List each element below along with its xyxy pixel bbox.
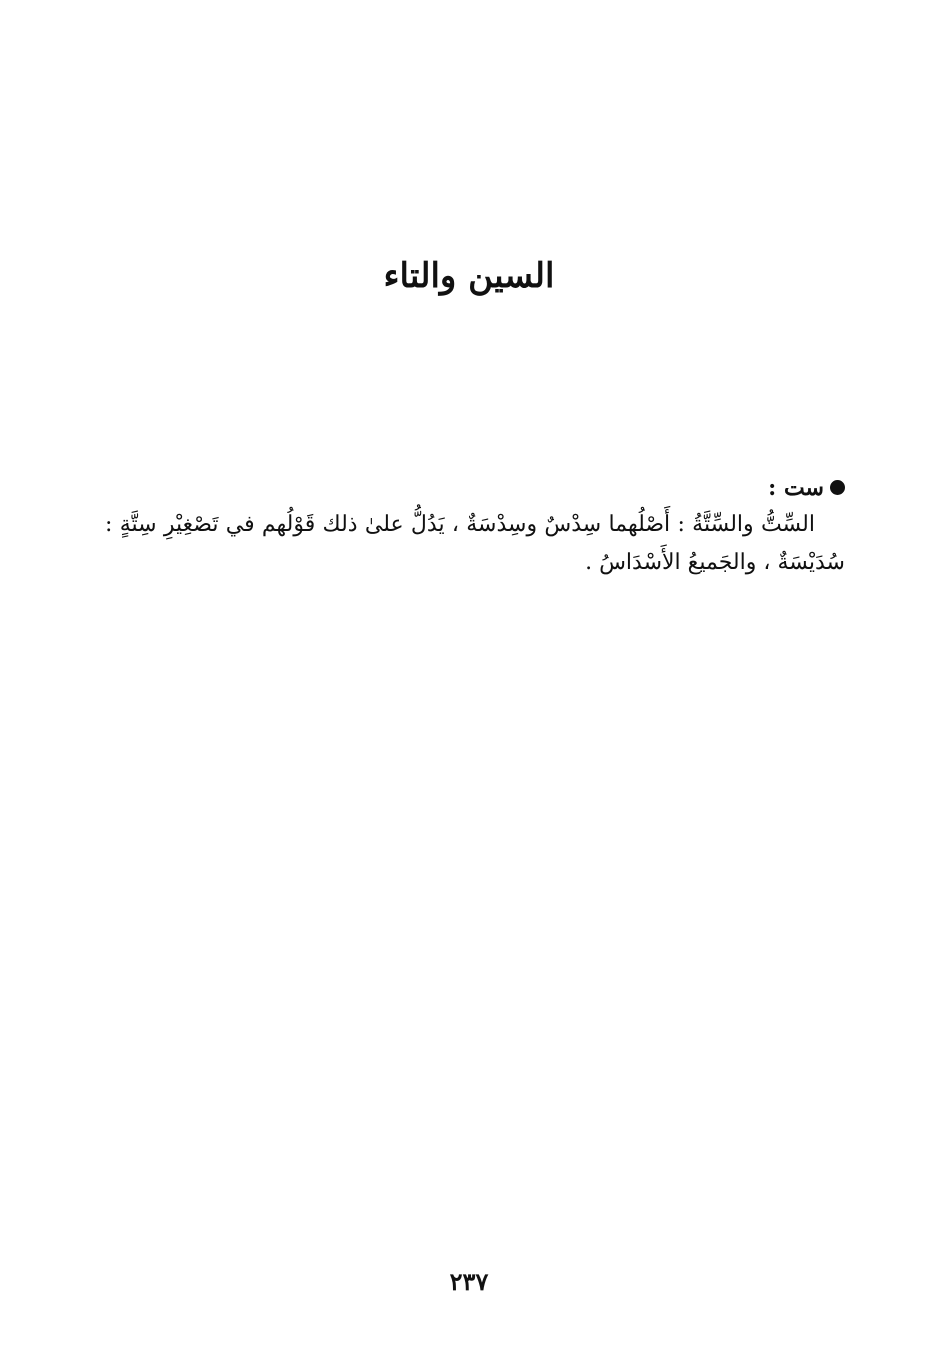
entry-definition: السِّتُّ والسِّتَّةُ : أَصْلُهما سِدْسٌ وسِدْسَةٌ ، يَدُلُّ علىٰ ذلك قَوْلُهم في تَصْغِيْرِ سِتَّةٍ : سُدَيْسَةٌ ، والجَميعُ الأَسْدَاسُ . [105, 512, 845, 575]
page-number: ٢٣٧ [449, 1267, 489, 1296]
entry-headword: ست : [768, 475, 824, 501]
entry-heading [105, 470, 845, 506]
dictionary-entry [105, 470, 845, 582]
chapter-title: السين والتاء [383, 256, 555, 296]
bullet-icon [830, 480, 845, 495]
